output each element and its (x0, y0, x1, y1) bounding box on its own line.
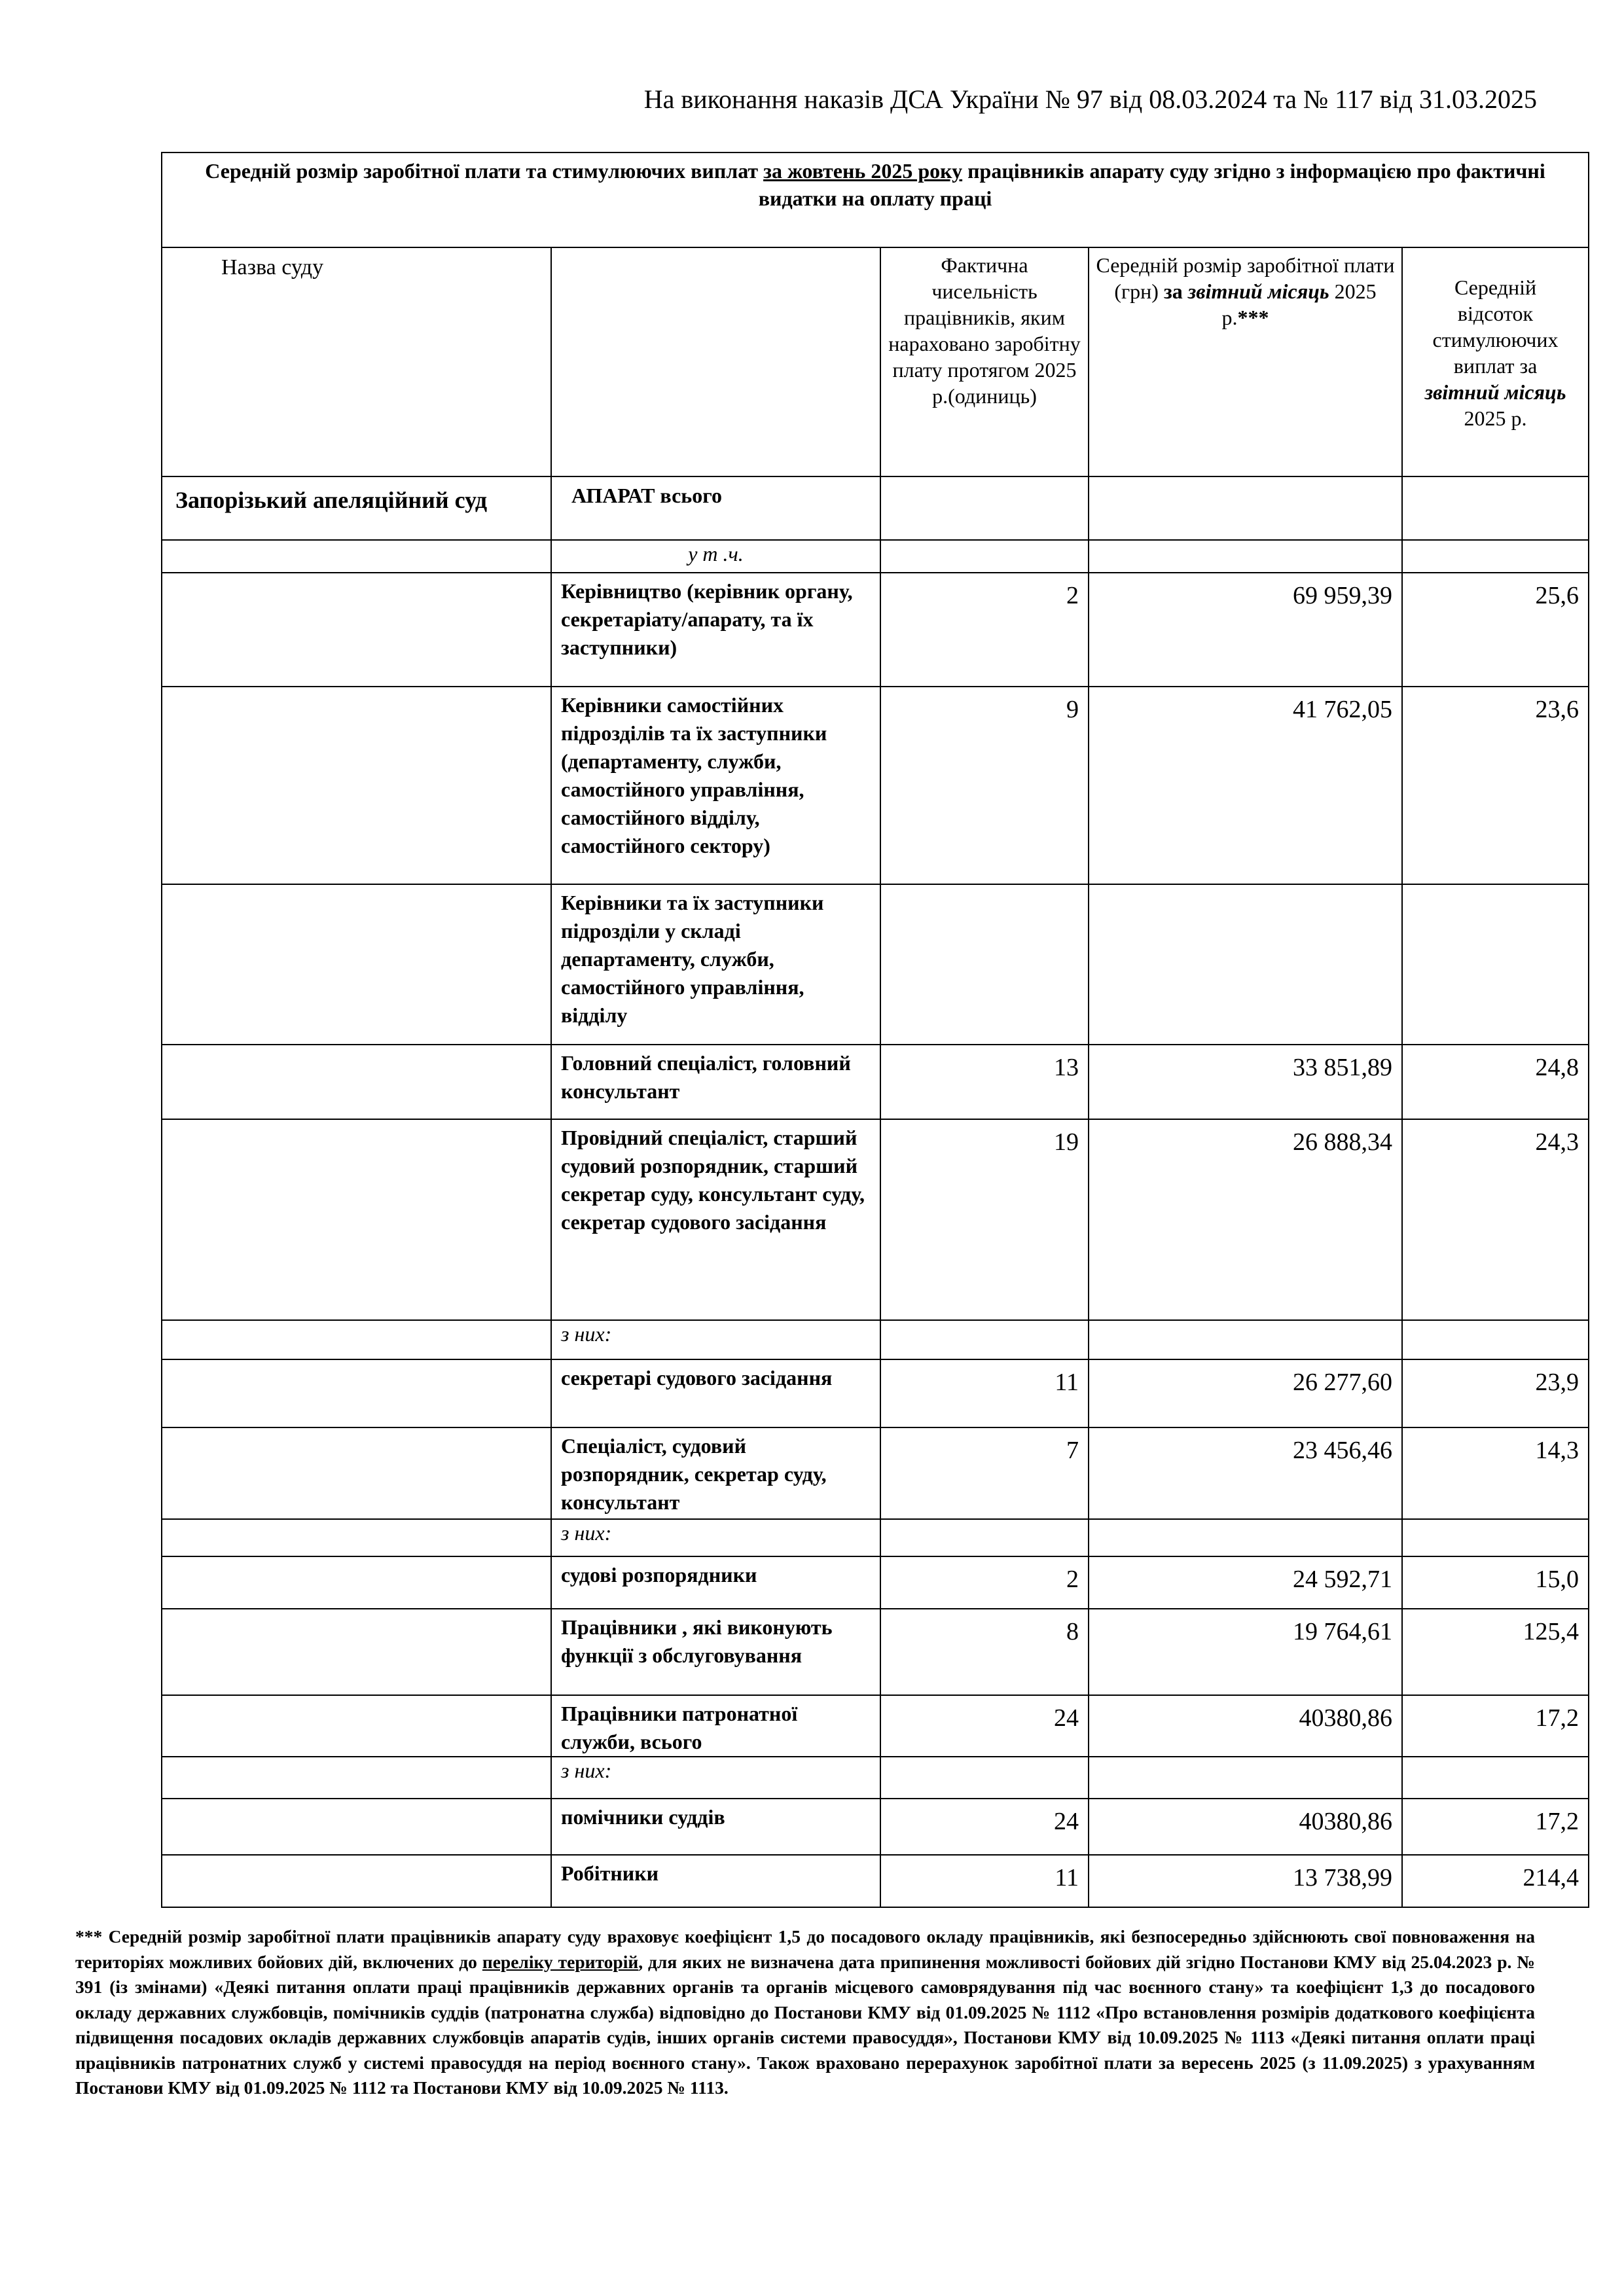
category-name: Спеціаліст, судовий розпорядник, секретар суду, консультант (551, 1427, 880, 1519)
table-row-apparat-total (162, 476, 1589, 540)
category-name: секретарі судового засідання (551, 1359, 880, 1427)
territories-list-link[interactable]: переліку територій (482, 1951, 639, 1972)
table-row (162, 687, 1589, 884)
table-row-of-them (162, 1757, 1589, 1799)
of-them-label: з них: (551, 1757, 880, 1799)
bonus-value: 23,9 (1402, 1359, 1589, 1427)
table-title: Середній розмір заробітної плати та стимулюючих виплат за жовтень 2025 року працівників апарату суду згідно з інформацією про фактичні видатки на оплату праці (162, 152, 1589, 247)
bonus-value: 17,2 (1402, 1799, 1589, 1855)
category-name: судові розпорядники (551, 1556, 880, 1609)
bonus-value: 17,2 (1402, 1695, 1589, 1757)
table-row (162, 1799, 1589, 1855)
header-bonus-percent: Середній відсоток стимулюючих виплат за звітний місяць 2025 р. (1402, 247, 1589, 476)
court-name: Запорізький апеляційний суд (162, 476, 551, 540)
table-row-of-them (162, 1519, 1589, 1556)
of-them-label: з них: (551, 1320, 880, 1359)
table-row (162, 1855, 1589, 1907)
category-name: Провідний спеціаліст, старший судовий розпорядник, старший секретар суду, консультант суду, секретар судового засідання (551, 1119, 880, 1320)
bonus-value: 24,3 (1402, 1119, 1589, 1320)
salary-value: 33 851,89 (1089, 1045, 1402, 1119)
salary-value: 19 764,61 (1089, 1609, 1402, 1695)
header-avg-salary: Середній розмір заробітної плати (грн) за звітний місяць 2025 р.*** (1089, 247, 1402, 476)
table-row (162, 1119, 1589, 1320)
bonus-value: 15,0 (1402, 1556, 1589, 1609)
headcount-value: 24 (880, 1695, 1089, 1757)
bonus-value: 25,6 (1402, 573, 1589, 687)
header-headcount: Фактична чисельність працівників, яким нараховано заробітну плату протягом 2025 р.(одиниць) (880, 247, 1089, 476)
salary-value: 26 888,34 (1089, 1119, 1402, 1320)
footnote: *** Середній розмір заробітної плати працівників апарату суду враховує коефіцієнт 1,5 до посадового окладу працівників, які безпосередньо здійснюють свої повноваження на територіях можливих бойових дій, включених до переліку територій, для яких не визначена дата припинення можливості бойових дій згідно Постанови КМУ від 25.04.2023 р. № 391 (із змінами) «Деякі питання оплати праці працівників державних органів та органів місцевого самоврядування під час воєнного стану» та коефіцієнт 1,3 до посадового окладу державних службовців, помічників суддів (патронатна служба) відповідно до Постанови КМУ від 01.09.2025 № 1112 «Про встановлення розмірів додаткового коефіцієнта підвищення посадових окладів державних службовців апаратів судів, інших органів системи правосуддя», Постанови КМУ від 10.09.2025 № 1113 «Деякі питання оплати праці працівників патронатних служб у системі правосуддя на період воєнного стану». Також враховано перерахунок заробітної плати за вересень 2025 (з 11.09.2025) з урахуванням Постанови КМУ від 01.09.2025 № 1112 та Постанови КМУ від 10.09.2025 № 1113. (75, 1926, 1536, 2098)
category-name: Працівники , які виконують функції з обслуговування (551, 1609, 880, 1695)
bonus-value: 23,6 (1402, 687, 1589, 884)
category-name: Головний спеціаліст, головний консультант (551, 1045, 880, 1119)
salary-value: 41 762,05 (1089, 687, 1402, 884)
table-row (162, 1427, 1589, 1519)
header-row (162, 247, 1589, 476)
table-row (162, 1359, 1589, 1427)
table-row (162, 884, 1589, 1045)
salary-value: 24 592,71 (1089, 1556, 1402, 1609)
salary-value: 40380,86 (1089, 1799, 1402, 1855)
table-row (162, 1695, 1589, 1757)
headcount-value: 8 (880, 1609, 1089, 1695)
table-row (162, 1045, 1589, 1119)
headcount-value: 2 (880, 573, 1089, 687)
headcount-value: 24 (880, 1799, 1089, 1855)
salary-value: 40380,86 (1089, 1695, 1402, 1757)
header-court-name: Назва суду (162, 247, 551, 476)
salary-value: 26 277,60 (1089, 1359, 1402, 1427)
salary-value (1089, 884, 1402, 1045)
headcount-value: 2 (880, 1556, 1089, 1609)
including-label: у т .ч. (551, 540, 880, 573)
bonus-value: 14,3 (1402, 1427, 1589, 1519)
table-row-including (162, 540, 1589, 573)
category-name: Робітники (551, 1855, 880, 1907)
headcount-value: 11 (880, 1855, 1089, 1907)
headcount-value: 11 (880, 1359, 1089, 1427)
salary-table (161, 152, 1589, 1908)
table-row (162, 1556, 1589, 1609)
apparat-total-label: АПАРАТ всього (551, 476, 880, 540)
salary-value: 13 738,99 (1089, 1855, 1402, 1907)
category-name: Керівники самостійних підрозділів та їх заступники (департаменту, служби, самостійного управління, самостійного відділу, самостійного сектору) (551, 687, 880, 884)
bonus-value (1402, 884, 1589, 1045)
salary-value: 69 959,39 (1089, 573, 1402, 687)
of-them-label: з них: (551, 1519, 880, 1556)
reporting-period: за жовтень 2025 року (763, 159, 963, 183)
headcount-value: 13 (880, 1045, 1089, 1119)
category-name: Керівництво (керівник органу, секретаріату/апарату, та їх заступники) (551, 573, 880, 687)
table-row-of-them (162, 1320, 1589, 1359)
header-category (551, 247, 880, 476)
category-name: помічники суддів (551, 1799, 880, 1855)
table-row (162, 1609, 1589, 1695)
headcount-value: 7 (880, 1427, 1089, 1519)
headcount-value (880, 884, 1089, 1045)
headcount-value: 19 (880, 1119, 1089, 1320)
order-reference-note: На виконання наказів ДСА України № 97 від 08.03.2024 та № 117 від 31.03.2025 (643, 84, 1537, 114)
bonus-value: 125,4 (1402, 1609, 1589, 1695)
bonus-value: 214,4 (1402, 1855, 1589, 1907)
bonus-value: 24,8 (1402, 1045, 1589, 1119)
table-title-row (162, 152, 1589, 247)
headcount-value: 9 (880, 687, 1089, 884)
salary-value: 23 456,46 (1089, 1427, 1402, 1519)
table-row (162, 573, 1589, 687)
category-name: Керівники та їх заступники підрозділи у складі департаменту, служби, самостійного управління, відділу (551, 884, 880, 1045)
category-name: Працівники патронатної служби, всього (551, 1695, 880, 1757)
